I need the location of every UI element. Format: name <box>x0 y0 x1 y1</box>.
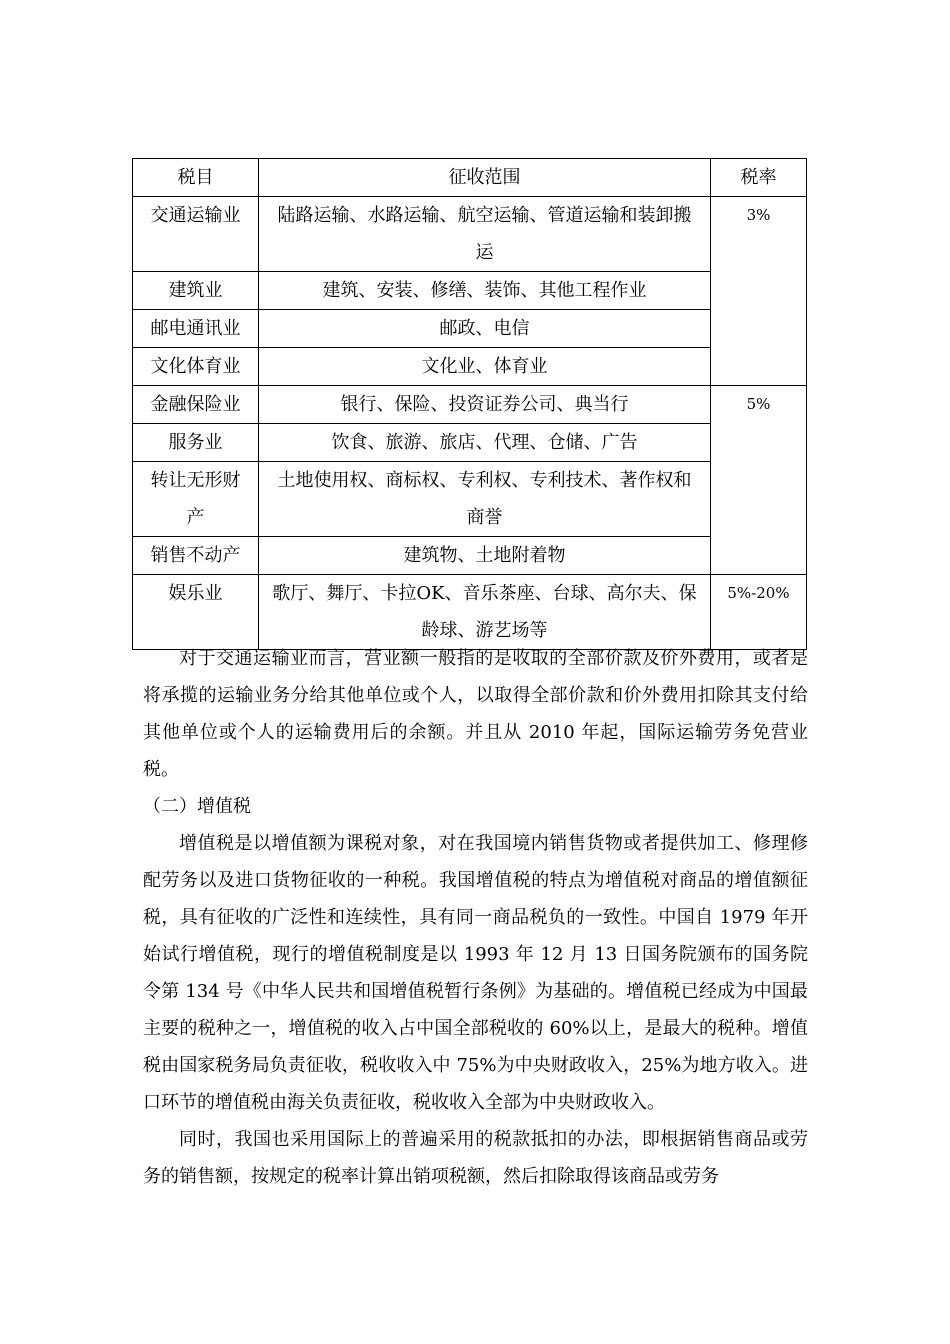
scope-cell: 建筑物、土地附着物 <box>259 537 711 575</box>
scope-cell: 邮政、电信 <box>259 310 711 348</box>
scope-cell: 饮食、旅游、旅店、代理、仓储、广告 <box>259 424 711 462</box>
tax-item-cell: 邮电通讯业 <box>133 310 259 348</box>
scope-cell: 土地使用权、商标权、专利权、专利技术、著作权和商誉 <box>259 462 711 537</box>
scope-cell: 文化业、体育业 <box>259 348 711 386</box>
tax-item-cell: 转让无形财产 <box>133 462 259 537</box>
header-scope: 征收范围 <box>259 159 711 197</box>
tax-item-cell: 文化体育业 <box>133 348 259 386</box>
tax-item-cell: 建筑业 <box>133 272 259 310</box>
header-rate: 税率 <box>711 159 807 197</box>
table-row <box>133 197 807 272</box>
tax-rate-table <box>132 158 807 650</box>
rate-cell: 3% <box>711 197 807 386</box>
table-row <box>133 424 807 462</box>
table-row <box>133 348 807 386</box>
rate-cell: 5%-20% <box>711 575 807 650</box>
header-tax-item: 税目 <box>133 159 259 197</box>
section-heading: （二）增值税 <box>143 796 251 817</box>
scope-cell: 银行、保险、投资证券公司、典当行 <box>259 386 711 424</box>
table-row <box>133 537 807 575</box>
table-row <box>133 272 807 310</box>
body-text <box>143 640 808 1195</box>
tax-item-cell: 服务业 <box>133 424 259 462</box>
scope-cell: 陆路运输、水路运输、航空运输、管道运输和装卸搬运 <box>259 197 711 272</box>
paragraph: 增值税是以增值额为课税对象，对在我国境内销售货物或者提供加工、修理修配劳务以及进口货物征收的一种税。我国增值税的特点为增值税对商品的增值额征税，具有征收的广泛性和连续性，具有同一商品税负的一致性。中国自 1979 年开始试行增值税，现行的增值税制度是以 1993 年 12 月 13 日国务院颁布的国务院令第 134 号《中华人民共和国增值税暂行条例》为基础的。增值税已经成为中国最主要的税种之一，增值税的收入占中国全部税收的 60%以上，是最大的税种。增值税由国家税务局负责征收，税收收入中 75%为中央财政收入，25%为地方收入。进口环节的增值税由海关负责征收，税收收入全部为中央财政收入。 <box>143 833 808 1113</box>
tax-item-cell: 金融保险业 <box>133 386 259 424</box>
rate-cell: 5% <box>711 386 807 575</box>
table-row <box>133 386 807 424</box>
scope-cell: 建筑、安装、修缮、装饰、其他工程作业 <box>259 272 711 310</box>
table-row <box>133 462 807 537</box>
table-row <box>133 575 807 650</box>
tax-item-cell: 交通运输业 <box>133 197 259 272</box>
table-header-row <box>133 159 807 197</box>
tax-item-cell: 娱乐业 <box>133 575 259 650</box>
table-row <box>133 310 807 348</box>
paragraph: 对于交通运输业而言，营业额一般指的是收取的全部价款及价外费用，或者是将承揽的运输业务分给其他单位或个人，以取得全部价款和价外费用扣除其支付给其他单位或个人的运输费用后的余额。并且从 2010 年起，国际运输劳务免营业税。 <box>143 648 808 780</box>
paragraph: 同时，我国也采用国际上的普遍采用的税款抵扣的办法，即根据销售商品或劳务的销售额，按规定的税率计算出销项税额，然后扣除取得该商品或劳务 <box>143 1129 808 1187</box>
scope-cell: 歌厅、舞厅、卡拉OK、音乐茶座、台球、高尔夫、保龄球、游艺场等 <box>259 575 711 650</box>
tax-item-cell: 销售不动产 <box>133 537 259 575</box>
